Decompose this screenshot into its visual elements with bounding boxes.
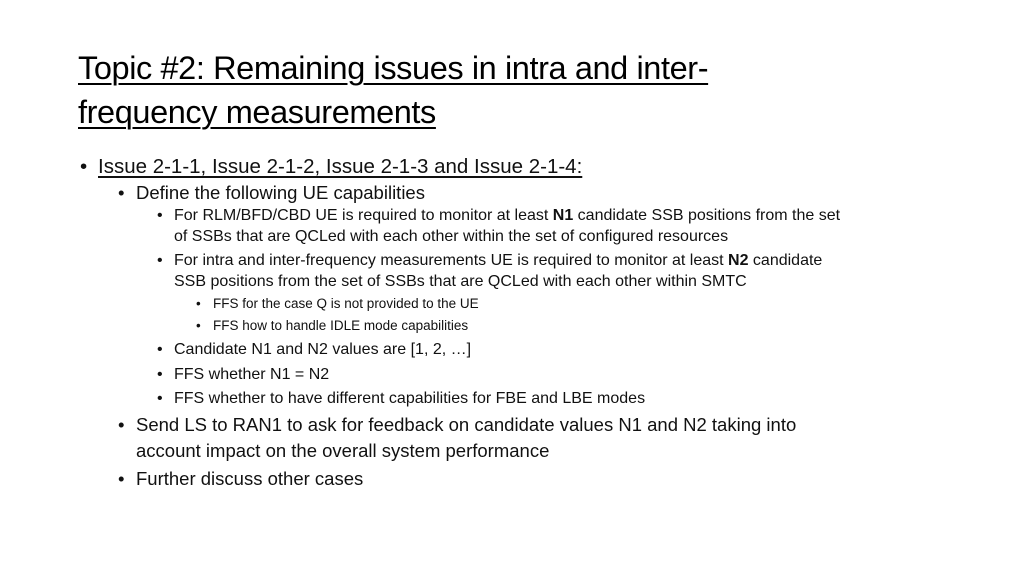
intra-text-pre: For intra and inter-frequency measurements UE is required to monitor at least [174, 252, 729, 269]
send-ls-line1: Send LS to RAN1 to ask for feedback on candidate values N1 and N2 taking into [136, 413, 797, 435]
bullet-further-discuss [80, 466, 960, 492]
bullet-define [80, 180, 960, 206]
intra-text-post: candidate [748, 252, 823, 269]
bullet-icon: • [157, 365, 163, 383]
bullet-candidate-values [80, 340, 960, 361]
bullet-issues [80, 153, 960, 180]
title-line-2: frequency measurements [78, 94, 436, 130]
ffs-fbe-lbe-text: FFS whether to have different capabilities for FBE and LBE modes [174, 390, 646, 407]
bullet-ffs-q [80, 294, 960, 314]
bullet-icon: • [118, 413, 125, 435]
send-ls-line2: account impact on the overall system performance [136, 439, 550, 461]
candidate-values-text: Candidate N1 and N2 values are [1, 2, …] [174, 341, 472, 358]
bullet-icon: • [157, 390, 163, 407]
bullet-icon: • [80, 155, 88, 178]
bullet-icon: • [157, 252, 163, 269]
further-discuss-text: Further discuss other cases [136, 467, 364, 489]
define-text: Define the following UE capabilities [136, 182, 425, 203]
bullet-icon: • [118, 182, 125, 203]
bullet-ffs-fbe-lbe [80, 389, 960, 410]
intra-text-line2: SSB positions from the set of SSBs that are QCLed with each other within SMTC [174, 272, 747, 290]
bullet-icon: • [118, 467, 125, 489]
bullet-rlm [80, 206, 960, 247]
bullet-ffs-idle [80, 316, 960, 336]
bullet-send-ls [80, 412, 960, 464]
bullet-icon: • [196, 318, 201, 333]
rlm-text-pre: For RLM/BFD/CBD UE is required to monitor at least [174, 207, 553, 224]
issues-heading: Issue 2-1-1, Issue 2-1-2, Issue 2-1-3 and Issue 2-1-4: [98, 155, 583, 178]
bullet-icon: • [157, 341, 163, 358]
bullet-icon: • [157, 207, 163, 224]
rlm-text-line2: of SSBs that are QCLed with each other within the set of configured resources [174, 227, 729, 245]
slide-body [80, 153, 960, 492]
rlm-text-post: candidate SSB positions from the set [573, 207, 841, 224]
bullet-intra-inter [80, 251, 960, 292]
bullet-icon: • [196, 296, 201, 311]
rlm-n1-bold: N1 [552, 207, 574, 224]
ffs-n1-n2-text: FFS whether N1 = N2 [174, 365, 330, 383]
ffs-idle-text: FFS how to handle IDLE mode capabilities [213, 318, 469, 333]
intra-n2-bold: N2 [728, 252, 749, 269]
ffs-q-text: FFS for the case Q is not provided to the UE [213, 296, 479, 311]
bullet-ffs-n1-n2 [80, 365, 960, 386]
slide-title [78, 46, 978, 134]
title-line-1: Topic #2: Remaining issues in intra and inter- [78, 50, 709, 86]
